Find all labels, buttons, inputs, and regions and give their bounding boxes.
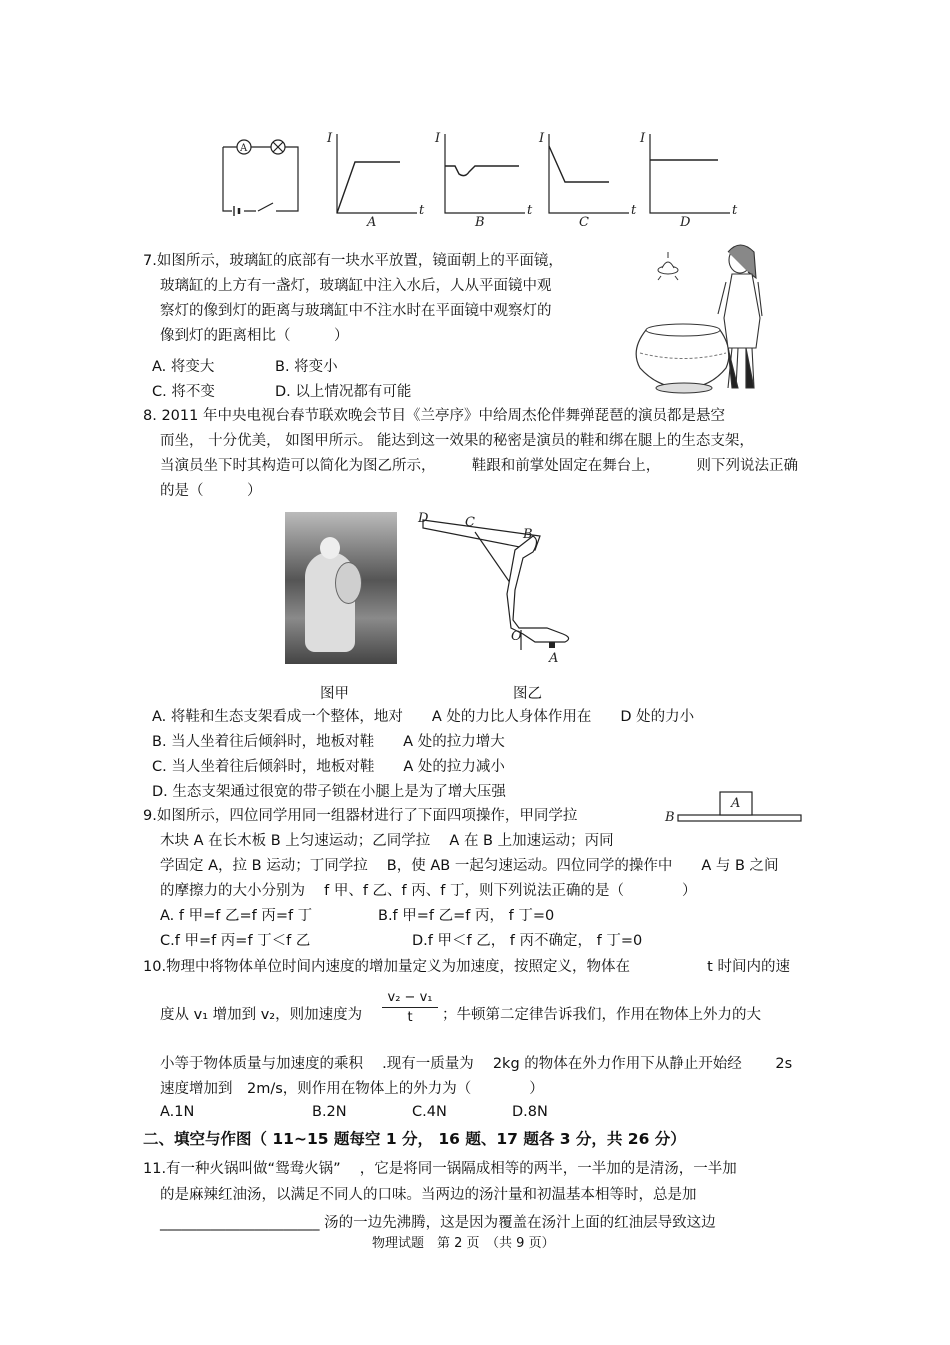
graph-curve [445,166,519,176]
q7-line-1: 7.如图所示，玻璃缸的底部有一块水平放置，镜面朝上的平面镜， [143,253,563,269]
svg-text:A: A [731,796,741,811]
graph-axes [337,134,417,213]
figure-caption-b: 图乙 [513,686,542,702]
svg-text:B: B [665,810,675,825]
y-axis-label: I [327,131,333,146]
x-axis-label: t [631,203,637,218]
q7-line-3: 察灯的像到灯的距离与玻璃缸中不注水时在平面镜中观察灯的 [160,303,552,319]
y-axis-label: I [539,131,545,146]
q7-line-4: 像到灯的距离相比（ ） [160,328,349,344]
bracket-diagram-b [415,510,585,670]
q9-line-2: 木块 A 在长木板 B 上匀速运动；乙同学拉 A 在 B 上加速运动；丙同 [160,833,614,849]
svg-text:B: B [523,527,533,542]
y-axis-label: I [640,131,646,146]
q7-option-a: A. 将变大 [152,359,215,375]
q11-line-2: 的是麻辣红油汤，以满足不同人的口味。当两边的汤汁量和初温基本相等时，总是加 [160,1187,697,1203]
q8-line-3: 当演员坐下时其构造可以简化为图乙所示， 鞋跟和前掌处固定在舞台上， 则下列说法正确 [160,458,798,474]
q10-line-2-post: ；牛顿第二定律告诉我们，作用在物体上外力的大 [442,1007,761,1023]
svg-text:C: C [465,515,475,530]
q8-line-1: 8. 2011 年中央电视台春节联欢晚会节目《兰亭序》中给周杰伦伴舞弹琵琶的演员都是悬空 [143,408,725,424]
graph-label: B [475,215,485,230]
graph-axes [650,134,730,213]
q10-option-a: A.1N [160,1104,195,1120]
q9-line-4: 的摩擦力的大小分别为 f 甲、f 乙、f 丙、f 丁，则下列说法正确的是（ ） [160,883,697,899]
q8-option-c: C. 当人坐着往后倾斜时，地板对鞋 A 处的拉力减小 [152,759,505,775]
q8-line-4: 的是（ ） [160,483,262,499]
formula-denominator: t [407,1010,413,1025]
q9-option-a: A. f 甲=f 乙=f 丙=f 丁 [160,908,313,924]
q9-option-c: C.f 甲=f 丙=f 丁＜f 乙 [160,933,311,949]
q7-option-d: D. 以上情况都有可能 [275,384,412,400]
q8-line-2: 而坐， 十分优美， 如图甲所示。 能达到这一效果的秘密是演员的鞋和绑在腿上的生态支架， [160,433,754,449]
graph-label: D [680,215,691,230]
graph-curve [337,162,400,213]
graph-label: A [367,215,377,230]
q7-line-2: 玻璃缸的上方有一盏灯，玻璃缸中注入水后，人从平面镜中观 [160,278,552,294]
svg-text:O: O [511,629,522,644]
q8-option-a: A. 将鞋和生态支架看成一个整体，地对 A 处的力比人身体作用在 D 处的力小 [152,709,695,725]
current-time-graphs [325,128,738,230]
lamp-icon [658,252,678,280]
q8-option-b: B. 当人坐着往后倾斜时，地板对鞋 A 处的拉力增大 [152,734,505,750]
q9-line-1: 9.如图所示，四位同学用同一组器材进行了下面四项操作，甲同学拉 [143,808,578,824]
circuit-diagram [218,137,308,217]
y-axis-label: I [435,131,441,146]
x-axis-label: t [419,203,425,218]
q10-line-3: 小等于物体质量与加速度的乘积 .现有一质量为 2kg 的物体在外力作用下从静止开始经 2s [160,1056,793,1072]
graph-b [434,131,533,230]
block-board-diagram [662,790,807,830]
page-footer: 物理试题 第 2 页 （共 9 页） [372,1236,555,1251]
x-axis-label: t [527,203,533,218]
q7-option-c: C. 将不变 [152,384,215,400]
svg-text:A: A [549,651,559,666]
fish-bowl-icon [636,324,729,393]
q10-option-d: D.8N [512,1104,548,1120]
graph-a [326,131,425,230]
graph-curve [549,146,609,182]
svg-text:A: A [240,143,248,154]
photo-figure-a [285,512,397,664]
section-2-heading: 二、填空与作图（ 11~15 题每空 1 分， 16 题、17 题各 3 分，共 26 分） [143,1130,686,1148]
q9-line-3: 学固定 A，拉 B 运动；丁同学拉 B，使 AB 一起匀速运动。四位同学的操作中 A 与 B 之间 [160,858,779,874]
formula-numerator: v₂ − v₁ [382,990,438,1008]
graph-label: C [579,215,589,230]
q8-option-d: D. 生态支架通过很宽的带子锁在小腿上是为了增大压强 [152,784,506,800]
graph-c [538,131,637,230]
acceleration-formula [382,990,438,1025]
x-axis-label: t [732,203,738,218]
svg-text:D: D [418,511,429,526]
q10-line-2-pre: 度从 v₁ 增加到 v₂，则加速度为 [160,1007,363,1023]
q10-line-4: 速度增加到 2m/s，则作用在物体上的外力为（ ） [160,1081,544,1097]
figure-caption-a: 图甲 [320,686,349,702]
q9-option-d: D.f 甲＜f 乙， f 丙不确定， f 丁=0 [412,933,643,949]
q10-option-b: B.2N [312,1104,347,1120]
fishbowl-person-illustration [628,238,778,394]
q10-line-1: 10.物理中将物体单位时间内速度的增加量定义为加速度，按照定义，物体在 t 时间内的速 [143,959,790,975]
q11-line-1: 11.有一种火锅叫做“鸳鸯火锅” ，它是将同一锅隔成相等的两半，一半加的是清汤，一半加 [143,1161,737,1177]
q7-option-b: B. 将变小 [275,359,338,375]
graph-axes [445,134,525,213]
q10-option-c: C.4N [412,1104,447,1120]
q9-option-b: B.f 甲=f 乙=f 丙， f 丁=0 [378,908,555,924]
graph-d [639,131,738,230]
q11-line-3: ______________________ 汤的一边先沸腾，这是因为覆盖在汤汁上面的红油层导致这边 [160,1215,716,1231]
